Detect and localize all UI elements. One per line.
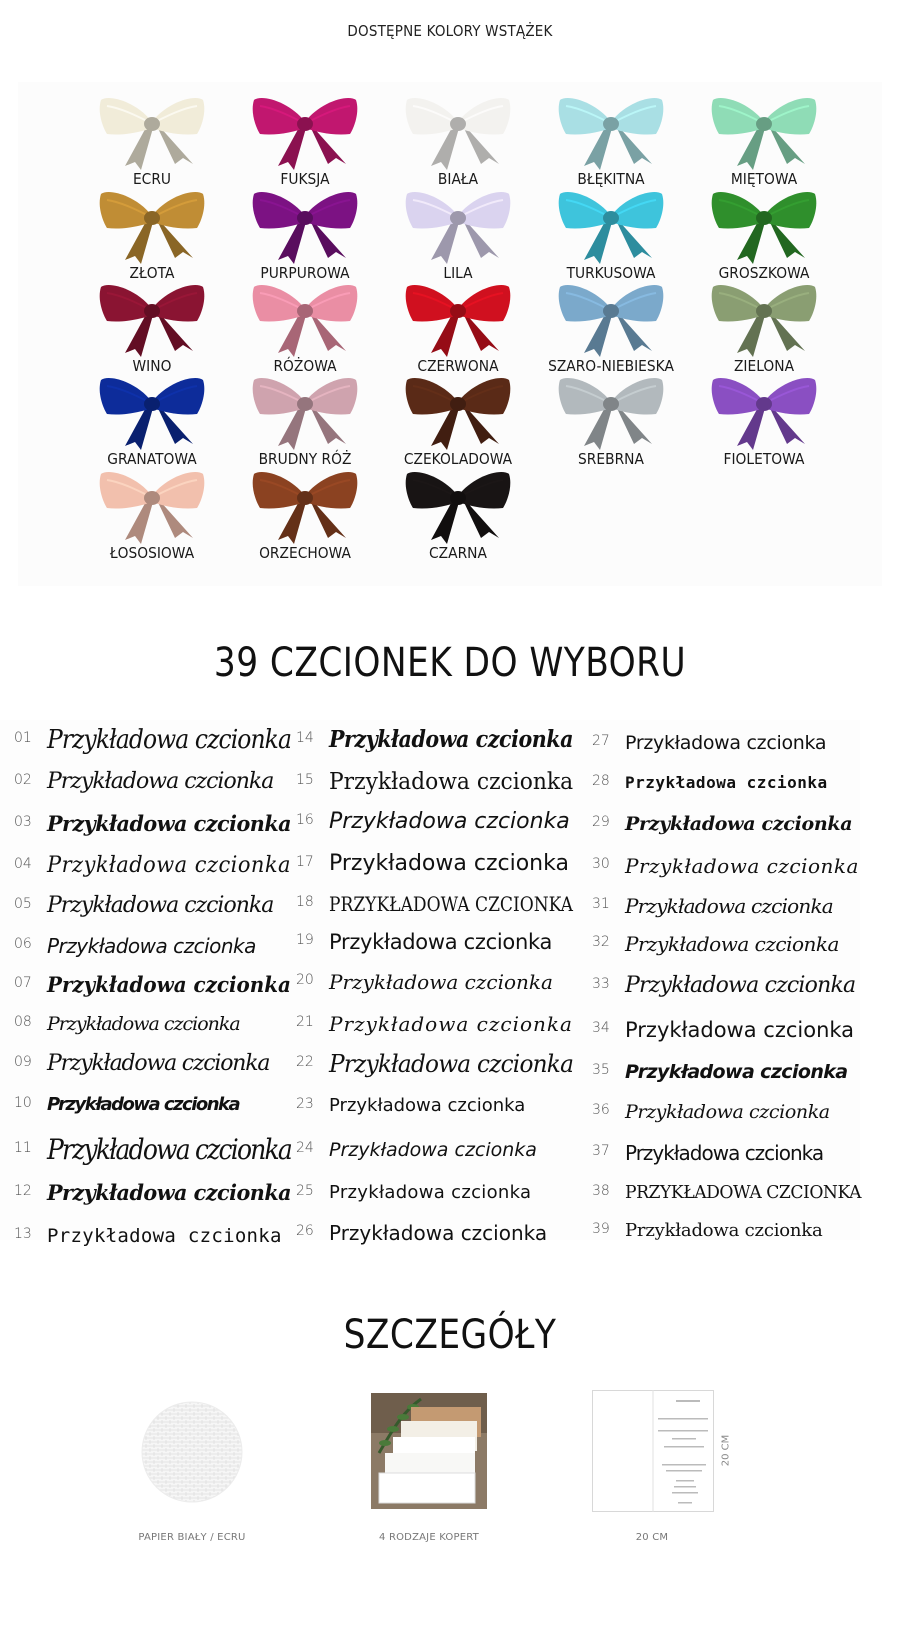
font-sample-text: Przykładowa czcionka bbox=[625, 932, 839, 956]
card-height-label: 20 CM bbox=[720, 1434, 732, 1467]
font-sample-row bbox=[14, 1130, 304, 1170]
ribbon-label: CZERWONA bbox=[417, 357, 499, 375]
ribbon-srebrna bbox=[531, 372, 691, 470]
font-number: 30 bbox=[592, 856, 610, 872]
font-sample-text: PRZYKŁADOWA CZCIONKA bbox=[329, 892, 573, 916]
font-sample-text: Przykładowa czcionka bbox=[329, 769, 574, 795]
ribbon-label: CZARNA bbox=[429, 544, 487, 562]
ribbon-label: TURKUSOWA bbox=[566, 264, 656, 282]
font-sample-text: Przykładowa czcionka bbox=[329, 1182, 532, 1203]
font-sample-text: Przykładowa czcionka bbox=[47, 1133, 291, 1166]
font-sample-row bbox=[296, 962, 586, 1002]
bow-icon bbox=[556, 372, 666, 450]
ribbon-różowa bbox=[225, 279, 385, 377]
ribbon-fuksja bbox=[225, 92, 385, 190]
invitation-card-image bbox=[592, 1390, 714, 1512]
ribbon-label: ECRU bbox=[132, 170, 172, 188]
font-sample-text: Przykładowa czcionka bbox=[47, 893, 274, 918]
bow-icon bbox=[250, 372, 360, 450]
font-number: 22 bbox=[296, 1054, 314, 1070]
ribbon-czarna bbox=[378, 466, 538, 564]
ribbon-label: RÓŻOWA bbox=[273, 357, 337, 375]
font-sample-text: Przykładowa czcionka bbox=[47, 1094, 240, 1115]
ribbon-czekoladowa bbox=[378, 372, 538, 470]
font-number: 15 bbox=[296, 772, 314, 788]
font-sample-row bbox=[296, 762, 586, 802]
font-sample-row bbox=[296, 802, 586, 842]
bow-icon bbox=[709, 92, 819, 170]
ribbon-label: PURPUROWA bbox=[260, 264, 350, 282]
font-number: 20 bbox=[296, 972, 314, 988]
font-sample-row bbox=[592, 886, 882, 926]
font-sample-row bbox=[592, 846, 882, 886]
bow-icon bbox=[403, 279, 513, 357]
ribbon-label: LILA bbox=[443, 264, 473, 282]
paper-caption: PAPIER BIAŁY / ECRU bbox=[138, 1532, 246, 1543]
bow-icon bbox=[403, 372, 513, 450]
font-sample-row bbox=[592, 804, 882, 844]
ribbon-czerwona bbox=[378, 279, 538, 377]
ribbon-łososiowa bbox=[72, 466, 232, 564]
font-sample-row bbox=[592, 1010, 882, 1050]
font-number: 23 bbox=[296, 1096, 314, 1112]
font-sample-text: Przykładowa czcionka bbox=[47, 972, 291, 997]
font-number: 21 bbox=[296, 1014, 314, 1030]
ribbon-label: MIĘTOWA bbox=[730, 170, 798, 188]
font-number: 35 bbox=[592, 1062, 610, 1078]
font-number: 02 bbox=[14, 772, 32, 788]
font-number: 36 bbox=[592, 1102, 610, 1118]
font-sample-text: Przykładowa czcionka bbox=[625, 1141, 824, 1165]
font-sample-text: Przykładowa czcionka bbox=[329, 1012, 573, 1036]
ribbon-ecru bbox=[72, 92, 232, 190]
ribbon-brudny-róż bbox=[225, 372, 385, 470]
font-sample-text: Przykładowa czcionka bbox=[329, 1050, 574, 1078]
ribbon-label: WINO bbox=[132, 357, 172, 375]
font-sample-row bbox=[14, 1085, 304, 1125]
font-number: 26 bbox=[296, 1223, 314, 1239]
ribbon-szaro-niebieska bbox=[531, 279, 691, 377]
ribbon-label: ZIELONA bbox=[733, 357, 795, 375]
font-sample-text: Przykładowa czcionka bbox=[329, 970, 553, 994]
font-number: 08 bbox=[14, 1014, 32, 1030]
font-number: 11 bbox=[14, 1140, 32, 1156]
font-number: 33 bbox=[592, 976, 610, 992]
font-sample-text: Przykładowa czcionka bbox=[329, 1221, 548, 1245]
bow-icon bbox=[250, 466, 360, 544]
font-sample-row bbox=[592, 1173, 882, 1213]
font-number: 27 bbox=[592, 733, 610, 749]
ribbon-wino bbox=[72, 279, 232, 377]
font-sample-row bbox=[296, 1213, 586, 1253]
font-sample-text: Przykładowa czcionka bbox=[329, 809, 570, 834]
font-number: 37 bbox=[592, 1143, 610, 1159]
font-sample-row bbox=[592, 966, 882, 1006]
font-samples-grid bbox=[0, 720, 862, 1247]
bow-icon bbox=[97, 466, 207, 544]
bow-icon bbox=[97, 186, 207, 264]
bow-icon bbox=[250, 186, 360, 264]
bow-icon bbox=[556, 186, 666, 264]
font-sample-text: Przykładowa czcionka bbox=[47, 1180, 292, 1205]
font-sample-row bbox=[14, 1173, 304, 1213]
font-number: 31 bbox=[592, 896, 610, 912]
font-sample-row bbox=[296, 1173, 586, 1213]
font-number: 10 bbox=[14, 1095, 32, 1111]
ribbon-label: ZŁOTA bbox=[129, 264, 175, 282]
font-number: 17 bbox=[296, 854, 314, 870]
font-sample-row bbox=[592, 723, 882, 763]
font-sample-row bbox=[14, 762, 304, 802]
ribbon-orzechowa bbox=[225, 466, 385, 564]
font-sample-text: Przykładowa czcionka bbox=[47, 725, 291, 755]
ribbon-colors-section bbox=[0, 0, 900, 640]
font-number: 09 bbox=[14, 1054, 32, 1070]
font-sample-row bbox=[14, 846, 304, 886]
ribbon-złota bbox=[72, 186, 232, 284]
font-number: 01 bbox=[14, 730, 32, 746]
font-sample-text: PRZYKŁADOWA CZCIONKA bbox=[625, 1182, 862, 1203]
font-number: 03 bbox=[14, 814, 32, 830]
font-sample-text: Przykładowa czcionka bbox=[625, 1061, 848, 1083]
font-number: 29 bbox=[592, 814, 610, 830]
font-sample-text: Przykładowa czcionka bbox=[47, 1013, 240, 1035]
ribbon-label: BIAŁA bbox=[437, 170, 479, 188]
paper-texture-image bbox=[140, 1400, 244, 1504]
fonts-heading: 39 CZCIONEK DO WYBORU bbox=[213, 640, 687, 686]
bow-icon bbox=[403, 92, 513, 170]
ribbon-biała bbox=[378, 92, 538, 190]
font-sample-text: Przykładowa czcionka bbox=[47, 934, 256, 958]
ribbon-label: SREBRNA bbox=[578, 450, 644, 468]
font-number: 13 bbox=[14, 1226, 32, 1242]
ribbon-groszkowa bbox=[684, 186, 844, 284]
ribbon-label: FIOLETOWA bbox=[723, 450, 805, 468]
font-sample-row bbox=[296, 720, 586, 760]
bow-icon bbox=[97, 92, 207, 170]
ribbon-lila bbox=[378, 186, 538, 284]
font-number: 19 bbox=[296, 932, 314, 948]
ribbon-colors-title: DOSTĘPNE KOLORY WSTĄŻEK bbox=[347, 22, 553, 40]
ribbon-label: GROSZKOWA bbox=[718, 264, 810, 282]
ribbon-purpurowa bbox=[225, 186, 385, 284]
bow-icon bbox=[403, 466, 513, 544]
font-sample-row bbox=[592, 763, 882, 803]
font-sample-text: Przykładowa czcionka bbox=[625, 1220, 823, 1241]
font-sample-text: Przykładowa czcionka bbox=[329, 1095, 526, 1116]
font-number: 32 bbox=[592, 934, 610, 950]
font-number: 06 bbox=[14, 936, 32, 952]
font-sample-row bbox=[296, 1130, 586, 1170]
font-number: 07 bbox=[14, 975, 32, 991]
font-sample-row bbox=[14, 965, 304, 1005]
font-sample-row bbox=[296, 1086, 586, 1126]
font-number: 38 bbox=[592, 1183, 610, 1199]
ribbon-turkusowa bbox=[531, 186, 691, 284]
ribbon-label: BRUDNY RÓŻ bbox=[258, 450, 352, 468]
details-section bbox=[0, 1300, 900, 1646]
font-sample-row bbox=[14, 804, 304, 844]
font-sample-text: Przykładowa czcionka bbox=[625, 973, 856, 998]
font-number: 16 bbox=[296, 812, 314, 828]
ribbon-zielona bbox=[684, 279, 844, 377]
ribbon-label: SZARO-NIEBIESKA bbox=[548, 357, 674, 375]
fonts-section bbox=[0, 640, 900, 1300]
envelopes-caption: 4 RODZAJE KOPERT bbox=[379, 1532, 479, 1543]
font-sample-text: Przykładowa czcionka bbox=[47, 769, 274, 794]
font-sample-text: Przykładowa czcionka bbox=[329, 726, 574, 753]
card-width-caption: 20 CM bbox=[635, 1532, 669, 1543]
bow-icon bbox=[709, 186, 819, 264]
font-number: 18 bbox=[296, 894, 314, 910]
ribbon-label: GRANATOWA bbox=[107, 450, 197, 468]
font-sample-text: Przykładowa czcionka bbox=[329, 1139, 537, 1161]
font-number: 04 bbox=[14, 856, 32, 872]
bow-icon bbox=[403, 186, 513, 264]
details-heading: SZCZEGÓŁY bbox=[343, 1312, 557, 1358]
font-number: 14 bbox=[296, 730, 314, 746]
bow-icon bbox=[709, 279, 819, 357]
font-sample-text: Przykładowa czcionka bbox=[625, 1101, 830, 1123]
font-sample-text: Przykładowa czcionka bbox=[625, 1018, 855, 1042]
font-number: 28 bbox=[592, 773, 610, 789]
font-sample-text: Przykładowa czcionka bbox=[47, 1225, 282, 1247]
font-sample-row bbox=[14, 1044, 304, 1084]
font-sample-row bbox=[296, 922, 586, 962]
bow-icon bbox=[709, 372, 819, 450]
bow-icon bbox=[556, 92, 666, 170]
font-sample-row bbox=[592, 1052, 882, 1092]
bow-icon bbox=[250, 279, 360, 357]
bow-icon bbox=[250, 92, 360, 170]
ribbon-label: ORZECHOWA bbox=[259, 544, 351, 562]
bow-icon bbox=[556, 279, 666, 357]
bow-icon bbox=[97, 372, 207, 450]
envelopes-photo bbox=[371, 1393, 487, 1509]
font-sample-row bbox=[592, 1092, 882, 1132]
font-sample-text: Przykładowa czcionka bbox=[47, 1051, 270, 1076]
font-sample-row bbox=[14, 1216, 304, 1256]
font-number: 05 bbox=[14, 896, 32, 912]
font-sample-row bbox=[592, 924, 882, 964]
font-number: 25 bbox=[296, 1183, 314, 1199]
ribbon-label: CZEKOLADOWA bbox=[403, 450, 513, 468]
ribbon-miętowa bbox=[684, 92, 844, 190]
ribbon-granatowa bbox=[72, 372, 232, 470]
font-sample-text: Przykładowa czcionka bbox=[47, 853, 292, 878]
font-sample-row bbox=[14, 1004, 304, 1044]
bow-icon bbox=[97, 279, 207, 357]
ribbon-fioletowa bbox=[684, 372, 844, 470]
ribbon-grid bbox=[18, 82, 882, 586]
font-sample-text: Przykładowa czcionka bbox=[625, 813, 853, 835]
font-number: 12 bbox=[14, 1183, 32, 1199]
font-sample-row bbox=[14, 720, 304, 760]
font-sample-row bbox=[296, 1044, 586, 1084]
font-sample-text: Przykładowa czcionka bbox=[329, 851, 569, 876]
ribbon-label: FUKSJA bbox=[280, 170, 330, 188]
font-number: 24 bbox=[296, 1140, 314, 1156]
font-number: 39 bbox=[592, 1221, 610, 1237]
font-sample-row bbox=[592, 1133, 882, 1173]
font-sample-text: Przykładowa czcionka bbox=[47, 811, 292, 836]
font-sample-row bbox=[296, 1004, 586, 1044]
font-sample-text: Przykładowa czcionka bbox=[329, 930, 553, 954]
font-sample-text: Przykładowa czcionka bbox=[625, 732, 827, 754]
font-sample-text: Przykładowa czcionka bbox=[625, 854, 859, 878]
font-sample-row bbox=[14, 926, 304, 966]
font-sample-row bbox=[296, 884, 586, 924]
font-sample-row bbox=[592, 1211, 882, 1251]
ribbon-label: BŁĘKITNA bbox=[577, 170, 645, 188]
ribbon-label: ŁOSOSIOWA bbox=[109, 544, 195, 562]
ribbon-błękitna bbox=[531, 92, 691, 190]
font-sample-text: Przykładowa czcionka bbox=[625, 773, 828, 792]
font-sample-row bbox=[14, 886, 304, 926]
font-sample-text: Przykładowa czcionka bbox=[625, 894, 833, 918]
font-sample-row bbox=[296, 844, 586, 884]
font-number: 34 bbox=[592, 1020, 610, 1036]
